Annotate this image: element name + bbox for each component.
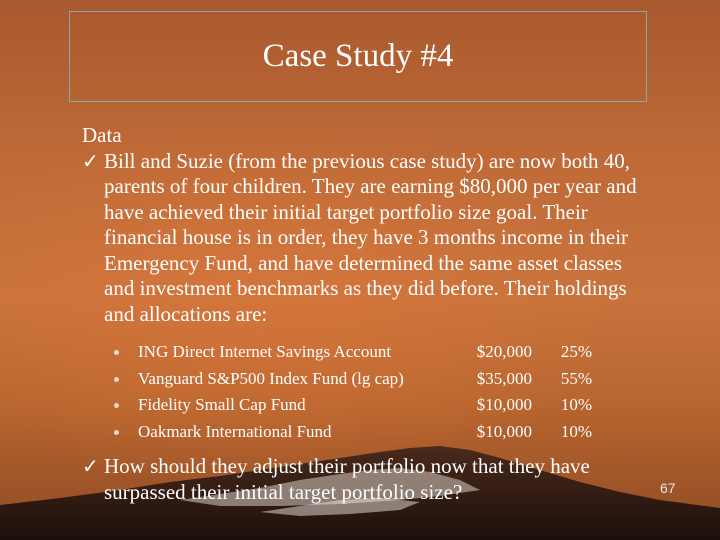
holding-name: Vanguard S&P500 Index Fund (lg cap) (138, 368, 404, 388)
scenario-text: Bill and Suzie (from the previous case study) are now both 40, parents of four children. They are earning $80,000 per year and have achieved their initial target portfolio size goal. Their financial house is in order, they have 3 months income in their Emergency Fund, and have determined the same asset classes and investment benchmarks as they did before. Their holdings and allocations are: (104, 148, 637, 326)
bullet-dot-icon (114, 403, 119, 408)
bullet-dot-icon (114, 430, 119, 435)
title-box (69, 11, 647, 102)
holding-row (108, 366, 642, 393)
check-mark-icon: ✓ (82, 454, 99, 478)
bullet-dot-icon (114, 350, 119, 355)
holding-percent: 55% (560, 368, 592, 388)
holding-amount: $20,000 (476, 342, 532, 361)
page-number: 67 (660, 480, 676, 496)
holding-row (108, 392, 642, 419)
holding-row (108, 339, 642, 366)
holding-percent: 10% (560, 395, 592, 414)
slide-title: Case Study #4 (262, 38, 454, 74)
question-item (82, 454, 642, 505)
check-mark-icon: ✓ (82, 148, 99, 173)
holding-name: ING Direct Internet Savings Account (138, 342, 392, 361)
scenario-item (82, 149, 642, 328)
holding-name: Oakmark International Fund (138, 421, 332, 441)
slide-content (82, 123, 642, 505)
holding-row (108, 419, 642, 446)
holding-percent: 25% (560, 342, 592, 361)
holding-amount: $10,000 (476, 421, 532, 441)
section-heading: Data (82, 123, 122, 147)
holding-name: Fidelity Small Cap Fund (138, 395, 306, 414)
question-text: How should they adjust their portfolio now that they have surpassed their initial target portfolio size? (104, 454, 590, 504)
holdings-list (108, 339, 642, 445)
holding-amount: $35,000 (476, 368, 532, 388)
holding-percent: 10% (560, 421, 592, 441)
bullet-dot-icon (114, 377, 119, 382)
holding-amount: $10,000 (476, 395, 532, 414)
